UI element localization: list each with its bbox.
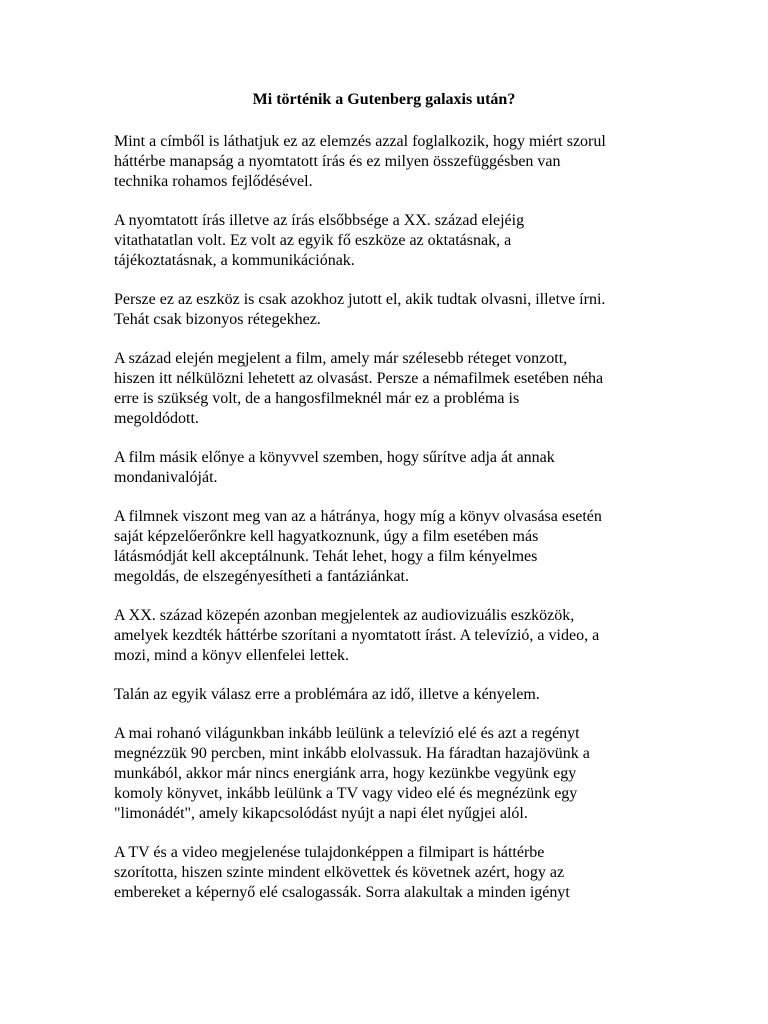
text-line: vitathatatlan volt. Ez volt az egyik fő eszköze az oktatásnak, a [114, 232, 512, 249]
text-line: amelyek kezdték háttérbe szorítani a nyomtatott írást. A televízió, a video, a [114, 627, 600, 644]
text-line: komoly könyvet, inkább leülünk a TV vagy video elé és megnézünk egy [114, 785, 578, 802]
paragraph [114, 132, 654, 192]
text-line: A filmnek viszont meg van az a hátránya, hogy míg a könyv olvasása esetén [114, 508, 602, 525]
paragraph [114, 843, 654, 903]
text-line: megoldódott. [114, 410, 199, 427]
paragraph [114, 685, 654, 705]
text-line: erre is szükség volt, de a hangosfilmeknél már ez a probléma is [114, 390, 520, 407]
paragraph [114, 290, 654, 330]
text-line: Persze ez az eszköz is csak azokhoz jutott el, akik tudtak olvasni, illetve írni. [114, 291, 606, 308]
text-line: mondanivalóját. [114, 469, 218, 486]
text-line: technika rohamos fejlődésével. [114, 173, 313, 190]
text-line: A XX. század közepén azonban megjelentek az audiovizuális eszközök, [114, 607, 575, 624]
text-line: mozi, mind a könyv ellenfelei lettek. [114, 647, 350, 664]
text-line: szorította, hiszen szinte mindent elkövettek és követnek azért, hogy az [114, 864, 565, 881]
text-line: megoldás, de elszegényesítheti a fantáziánkat. [114, 568, 409, 585]
text-line: tájékoztatásnak, a kommunikációnak. [114, 252, 355, 269]
text-line: munkából, akkor már nincs energiánk arra, hogy kezünkbe vegyünk egy [114, 765, 577, 782]
text-line: embereket a képernyő elé csalogassák. Sorra alakultak a minden igényt [114, 884, 570, 901]
text-line: "limonádét", amely kikapcsolódást nyújt a napi élet nyűgjei alól. [114, 805, 528, 822]
document-page [114, 90, 654, 922]
text-line: hiszen itt nélkülözni lehetett az olvasást. Persze a némafilmek esetében néha [114, 370, 604, 387]
text-line: A század elején megjelent a film, amely már szélesebb réteget vonzott, [114, 350, 568, 367]
text-line: Mint a címből is láthatjuk ez az elemzés azzal foglalkozik, hogy miért szorul [114, 133, 606, 150]
text-line: A film másik előnye a könyvvel szemben, hogy sűrítve adja át annak [114, 449, 555, 466]
text-line: saját képzelőerőnkre kell hagyatkoznunk, úgy a film esetében más [114, 528, 539, 545]
paragraph [114, 606, 654, 666]
text-line: A mai rohanó világunkban inkább leülünk a televízió elé és azt a regényt [114, 725, 580, 742]
text-line: Talán az egyik válasz erre a problémára az idő, illetve a kényelem. [114, 686, 540, 703]
paragraph [114, 724, 654, 824]
paragraph [114, 211, 654, 271]
text-line: háttérbe manapság a nyomtatott írás és ez milyen összefüggésben van [114, 153, 561, 170]
text-line: megnézzük 90 percben, mint inkább elolvassuk. Ha fáradtan hazajövünk a [114, 745, 590, 762]
text-line: látásmódját kell akceptálnunk. Tehát lehet, hogy a film kényelmes [114, 548, 538, 565]
document-title: Mi történik a Gutenberg galaxis után? [252, 91, 516, 108]
paragraph [114, 507, 654, 587]
paragraph [114, 448, 654, 488]
text-line: Tehát csak bizonyos rétegekhez. [114, 311, 321, 328]
text-line: A TV és a video megjelenése tulajdonképpen a filmipart is háttérbe [114, 844, 545, 861]
paragraph [114, 349, 654, 429]
text-line: A nyomtatott írás illetve az írás elsőbbsége a XX. század elejéig [114, 212, 525, 229]
